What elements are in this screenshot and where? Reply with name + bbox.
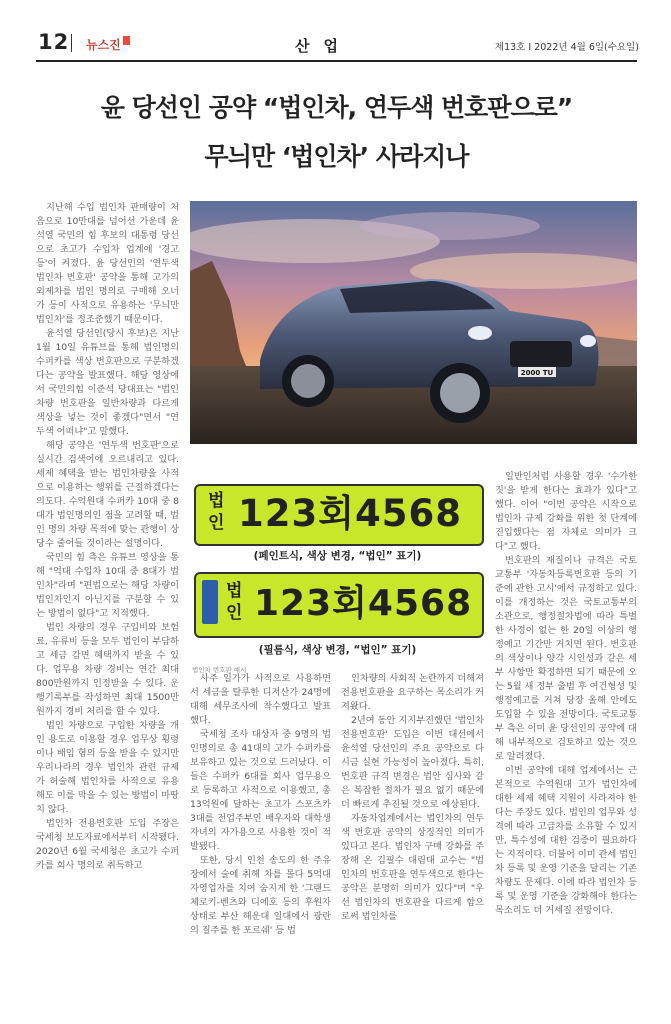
article-paragraph: 번호판의 재질이나 규격은 국토교통부 '자동차등록번호판 등의 기준에 관한 고시'에서 규정하고 있다. 이를 개정하는 것은 국토교통부의 소관으로, 행정절차법에 따라 특별한 사정이 없는 한 20일 이상의 행정예고 기간만 거치면 된다. 번호판의 색상이나 양각 시인성과 같은 세부 사항만 확정하면 되기 때문에 오는 5월 새 정부 출범 후 여건형성 및 행정예고를 거쳐 당장 올해 안에도 도입할 수 있을 전망이다. 국토교통부 측은 이미 윤 당선인의 공약에 대해 내부적으로 검토하고 있는 것으로 알려졌다. <box>495 555 637 762</box>
section-title: 산업 <box>295 37 352 55</box>
license-plate-film <box>194 572 484 638</box>
logo-mark-icon <box>123 36 130 45</box>
newspaper-logo <box>86 36 130 53</box>
car-photo <box>190 201 637 444</box>
article-paragraph: 법인차 전용번호판 도입 주장은 국세청 보도자료에서부터 시작됐다. 2020년 6월 국세청은 초고가 수퍼카를 회사 명의로 취득하고 <box>36 818 179 871</box>
plate-number: 123회4568 <box>254 583 473 624</box>
plate-examples <box>190 474 485 664</box>
article-paragraph: 해당 공약은 '연두색 번호판'으로 실시간 검색어에 오르내리고 있다. 세제 혜택을 받는 법인차량을 사적으로 이용하는 행위를 근절하겠다는 의도다. 수억원대 수퍼카 10대 중 8대가 법인명의인 점을 고려할 때, 법인 명의 차량 목적에 맞는 관행이 상당수 줄어들 것이라는 설명이다. <box>36 440 179 549</box>
plate-bubin-label: 법인 <box>208 491 225 533</box>
page-header <box>0 0 671 60</box>
article-paragraph: 법인 차량으로 구입한 차량을 개인 용도로 이용할 경우 업무상 횡령이나 배임 혐의 등을 받을 수 있지만 우리나라의 경우 법인차 관련 규제가 허술해 법인차를 사적으로 유용해도 이를 막을 수 있는 방법이 마땅치 않다. <box>36 720 179 815</box>
article-paragraph: 윤석열 당선인(당시 후보)은 지난 1월 10일 유튜브를 통해 법인명의 수퍼카를 색상 번호판으로 구분하겠다는 공약을 발표했다. 해당 영상에서 국민의힘 이준석 당대표는 "법인차량 번호판을 일반차량과 다르게 색상을 넣는 것이 좋겠다"면서 "연두색 어떠냐"고 말했다. <box>36 328 179 437</box>
article-paragraph: 이번 공약에 대해 업계에서는 근본적으로 수억원대 고가 법인차에 대한 세제 혜택 지원이 사라져야 한다는 주장도 있다. 법인의 업무와 성격에 따라 고급차를 소유할 수 있지만, 특수성에 대한 검증이 필요하다는 지적이다. 더불어 이미 관세 법인차 등록 및 운영 기준을 달리는 기존 차량도 문제다. 이에 따라 법인차 등록 및 운영 기준을 강화해야 한다는 목소리도 더 거세질 전망이다. <box>495 765 637 916</box>
article-column-1 <box>36 201 179 978</box>
page-number: 12 <box>38 30 70 54</box>
article-column-2 <box>190 672 331 978</box>
article-paragraph: 일반인처럼 사용할 경우 '수가한 짓'을 받게 한다는 효과가 있다"고 했다. 이어 "이번 공약은 시작으로 법인차 규제 강화를 위한 첫 단계에 진입했다는 점 자체로 의미가 크다"고 했다. <box>495 471 637 552</box>
article-paragraph: 국세청 조사 대상자 중 9명의 법인명의로 총 41대의 고가 수퍼카를 보유하고 있는 것으로 드러났다. 이들은 수퍼카 6대를 회사 업무용으로 등록하고 사적으로 이용했고, 총 13억원에 달하는 초고가 스포츠카 3대를 전업주부인 배우자와 대학생 자녀의 자가용으로 사용한 것이 적발됐다. <box>190 729 331 852</box>
article-column-4 <box>495 470 637 978</box>
plate-number: 123회4568 <box>238 492 462 535</box>
article-paragraph: 또한, 당시 인천 송도의 한 주유장에서 술에 취해 차를 몰다 5억대 자영업자를 치여 숨지게 한 '그랜드체로키-벤츠와 디에호 등의 후원자 상태로 부산 해운대 일대에서 광란의 질주를 한 포르쉐' 등 법 <box>190 855 331 936</box>
page-number-divider <box>71 34 72 52</box>
license-plate-paint <box>194 484 484 546</box>
article-paragraph: 지난해 수입 법인차 판매량이 처음으로 10만대를 넘어선 가운데 윤석열 국민의 힘 후보의 대통령 당선으로 초고가 수입차 업계에 '경고등'이 켜졌다. 윤 당선인의 '연두색 법인차 번호판' 공약을 통해 고가의 외제차를 법인 명의로 구매해 오너가 등이 사적으로 유용하는 '무늬만 법인차'를 정조준했기 때문이다. <box>36 202 179 325</box>
suv-image <box>190 201 637 444</box>
headline-line-2: 무늬만 ‘법인차’ 사라지나 <box>204 142 469 171</box>
car-plate-text: 2000 TU <box>520 369 554 377</box>
article-paragraph: 국민의 힘 측은 유튜브 영상을 통해 "억대 수입차 10대 중 8대가 법인차"라며 "편법으로는 해당 차량이 법인차인지 아닌지를 구분할 수 있는 방법이 없다"고 지적했다. <box>36 552 179 619</box>
headline-line-1: 윤 당선인 공약 “법인차, 연두색 번호판으로” <box>100 93 573 122</box>
plate-caption-paint: (페인트식, 색상 변경, “법인” 표기) <box>253 550 422 562</box>
article-column-3 <box>341 672 484 978</box>
issue-date: 제13호 I 2022년 4월 6일(수요일) <box>494 42 639 53</box>
header-rule <box>36 60 637 62</box>
plate-caption-film: (필름식, 색상 변경, “법인” 표기) <box>258 644 417 656</box>
flag-icon <box>202 580 218 624</box>
photo-credit-caption: 법인차 번호판 예시 <box>192 666 247 674</box>
article-paragraph: 2년여 동안 지지부진했던 '법인차 전용번호판' 도입은 이번 대선에서 윤석열 당선인의 주요 공약으로 다시금 실현 가능성이 높아졌다. 특히, 번호판 규격 변경은 법안 심사와 같은 복잡한 절차가 필요 없기 때문에 더 빠르게 추진될 것으로 예상된다. <box>341 715 484 810</box>
logo-text: 뉴스진 <box>86 38 121 52</box>
plate-bubin-label: 법인 <box>226 581 243 623</box>
article-paragraph: 사주 일가가 사적으로 사용하면서 세금을 탈루한 디저산가 24명에 대해 세무조사에 착수했다고 발표했다. <box>190 673 331 726</box>
article-paragraph: 자동차업계에서는 법인차의 연두색 번호판 공약의 상징적인 의미가 있다고 본다. 법인차 구매 강화를 주장해 온 김필수 대림대 교수는 "법인차의 번호판을 연두색으로 한다는 공약은 분명히 의미가 있다"며 "우선 법인차의 번호판을 다르게 함으로써 법인차를 <box>341 813 484 922</box>
article-paragraph: 인차량의 사회적 논란까지 더해져 전용번호판을 요구하는 목소리가 커져왔다. <box>341 673 484 712</box>
article-paragraph: 법인 차량의 경우 구입비와 보험료, 유류비 등을 모두 법인이 부담하고 세금 감면 혜택까지 받을 수 있다. 업무용 차량 경비는 연간 최대 800만원까지 인정받을 수 있다. 운행기록부를 작성하면 최대 1500만원까지 경비 처리를 할 수 있다. <box>36 622 179 717</box>
